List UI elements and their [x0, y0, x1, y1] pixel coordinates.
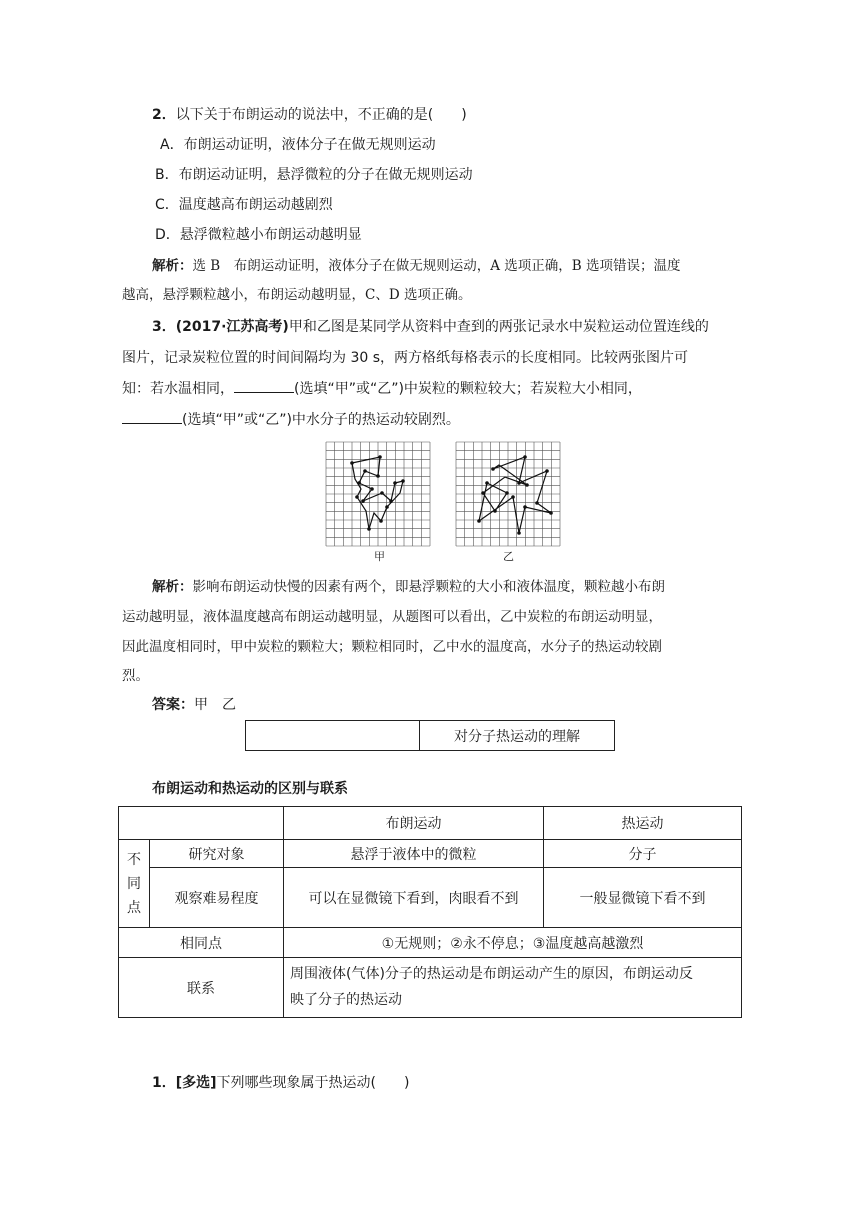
row-research-object-thermal: 分子: [628, 846, 657, 863]
q3-analysis-line3: 因此温度相同时，甲中炭粒的颗粒大；颗粒相同时，乙中水的温度高，水分子的热运动较剧: [122, 639, 662, 655]
section-bar-title: 对分子热运动的理解: [454, 728, 580, 745]
q2-analysis-cont: 越高，悬浮颗粒越小，布朗运动越明显，C、D 选项正确。: [122, 287, 472, 303]
q2-option-d: D．悬浮微粒越小布朗运动越明显: [155, 227, 362, 243]
figure-jia-label: 甲: [374, 550, 385, 563]
header-thermal: 热运动: [621, 816, 664, 832]
trajectory-yi: [479, 457, 551, 533]
row-research-object-brownian: 悬浮于液体中的微粒: [350, 846, 477, 863]
figure-yi-label: 乙: [503, 550, 514, 563]
blank-2: [122, 411, 182, 424]
figure-jia: [325, 441, 431, 549]
row-research-object-label: 研究对象: [188, 846, 245, 863]
blank-1: [234, 380, 294, 393]
row-link-label: 联系: [187, 980, 215, 997]
q3-answer: 答案：甲 乙: [152, 697, 236, 713]
comparison-table: [118, 806, 742, 1018]
header-brownian: 布朗运动: [385, 816, 442, 832]
figure-yi: [455, 441, 561, 549]
row-same-value: ①无规则；②永不停息；③温度越高越激烈: [381, 935, 644, 952]
q3-analysis-line2: 运动越明显，液体温度越高布朗运动越明显，从题图可以看出，乙中炭粒的布朗运动明显，: [122, 609, 662, 625]
diff-label: 不 同 点: [127, 851, 141, 916]
q3-analysis: 解析：影响布朗运动快慢的因素有两个，即悬浮颗粒的大小和液体温度，颗粒越小布朗: [152, 579, 665, 595]
q3-stem-line2: 图片，记录炭粒位置的时间间隔均为 30 s，两方格纸每格表示的长度相同。比较两张图片可: [122, 350, 689, 366]
row-same-label: 相同点: [180, 935, 222, 952]
table-title: 布朗运动和热运动的区别与联系: [152, 781, 348, 797]
q3-stem: 3．(2017·江苏高考)甲和乙图是某同学从资料中查到的两张记录水中炭粒运动位置连线的: [152, 319, 709, 335]
q3-analysis-line4: 烈。: [122, 668, 149, 684]
q2-option-b: B．布朗运动证明，悬浮微粒的分子在做无规则运动: [155, 167, 473, 183]
q3-stem-line3: 知：若水温相同， (选填“甲”或“乙”)中炭粒的颗粒较大；若炭粒大小相同，: [122, 381, 642, 397]
row-observation-label: 观察难易程度: [174, 890, 259, 907]
row-observation-brownian: 可以在显微镜下看到，肉眼看不到: [308, 890, 519, 907]
q2-option-c: C．温度越高布朗运动越剧烈: [155, 197, 333, 213]
row-observation-thermal: 一般显微镜下看不到: [579, 890, 706, 907]
q2-stem: 2．以下关于布朗运动的说法中，不正确的是( ): [152, 107, 467, 123]
q2-option-a: A．布朗运动证明，液体分子在做无规则运动: [160, 137, 436, 153]
q2-analysis: 解析：选 B 布朗运动证明，液体分子在做无规则运动，A 选项正确，B 选项错误；温度: [152, 258, 681, 274]
q1-stem: 1．[多选]下列哪些现象属于热运动( ): [152, 1075, 410, 1091]
q3-stem-line4: (选填“甲”或“乙”)中水分子的热运动较剧烈。: [122, 409, 460, 429]
row-link-value: 周围液体(气体)分子的热运动是布朗运动产生的原因，布朗运动反 映了分子的热运动: [290, 966, 693, 1008]
section-bar: [245, 720, 615, 751]
